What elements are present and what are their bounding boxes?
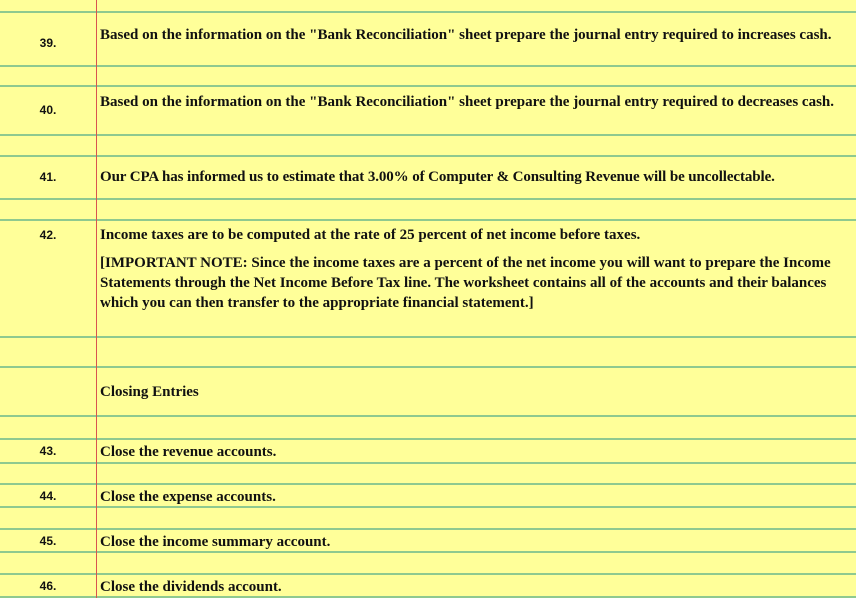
row-number: 41. [39,170,57,184]
row-divider [0,483,856,485]
row-number: 44. [39,489,57,503]
row-text-cell[interactable]: Based on the information on the "Bank Reconciliation" sheet prepare the journal entry required to increases cash. [100,27,832,43]
row-number: 42. [39,228,57,242]
row-divider [0,528,856,530]
row-divider [0,155,856,157]
row-divider [0,11,856,13]
row-text-cell[interactable]: Based on the information on the "Bank Reconciliation" sheet prepare the journal entry required to decreases cash. [100,94,834,110]
row-divider [0,462,856,464]
row-text-cell[interactable]: Close the expense accounts. [100,489,276,505]
row-divider [0,198,856,200]
row-text-cell[interactable]: Close the revenue accounts. [100,444,277,460]
section-heading[interactable]: Closing Entries [100,384,199,400]
row-number: 45. [39,534,57,548]
row-text-cell[interactable]: Close the income summary account. [100,534,331,550]
row-divider [0,438,856,440]
row-text-cell[interactable]: Close the dividends account. [100,579,282,595]
row-text-cell[interactable]: Our CPA has informed us to estimate that 3.00% of Computer & Consulting Revenue will be uncollectable. [100,169,775,185]
row-divider [0,219,856,221]
row-number: 46. [39,579,57,593]
row-divider [0,573,856,575]
row-text-cell[interactable]: Income taxes are to be computed at the rate of 25 percent of net income before taxes. [IMPORTANT NOTE: Since the income taxes are a percent of the net income you will want to prepare the Income Statements through the Net Income Before Tax line. The worksheet contains all of the accounts and their balances which you can then transfer to the appropriate financial statement.] [100,225,852,313]
row-divider [0,366,856,368]
row-divider [0,415,856,417]
column-divider [96,0,97,598]
row-divider [0,336,856,338]
important-note: [IMPORTANT NOTE: Since the income taxes are a percent of the net income you will want to prepare the Income Statements through the Net Income Before Tax line. The worksheet contains all of the accounts and their balances which you can then transfer to the appropriate financial statement.] [100,255,831,311]
row-divider [0,85,856,87]
row-divider [0,65,856,67]
row-number: 43. [39,444,57,458]
row-number: 40. [39,103,57,117]
row-divider [0,134,856,136]
row-number: 39. [39,36,57,50]
